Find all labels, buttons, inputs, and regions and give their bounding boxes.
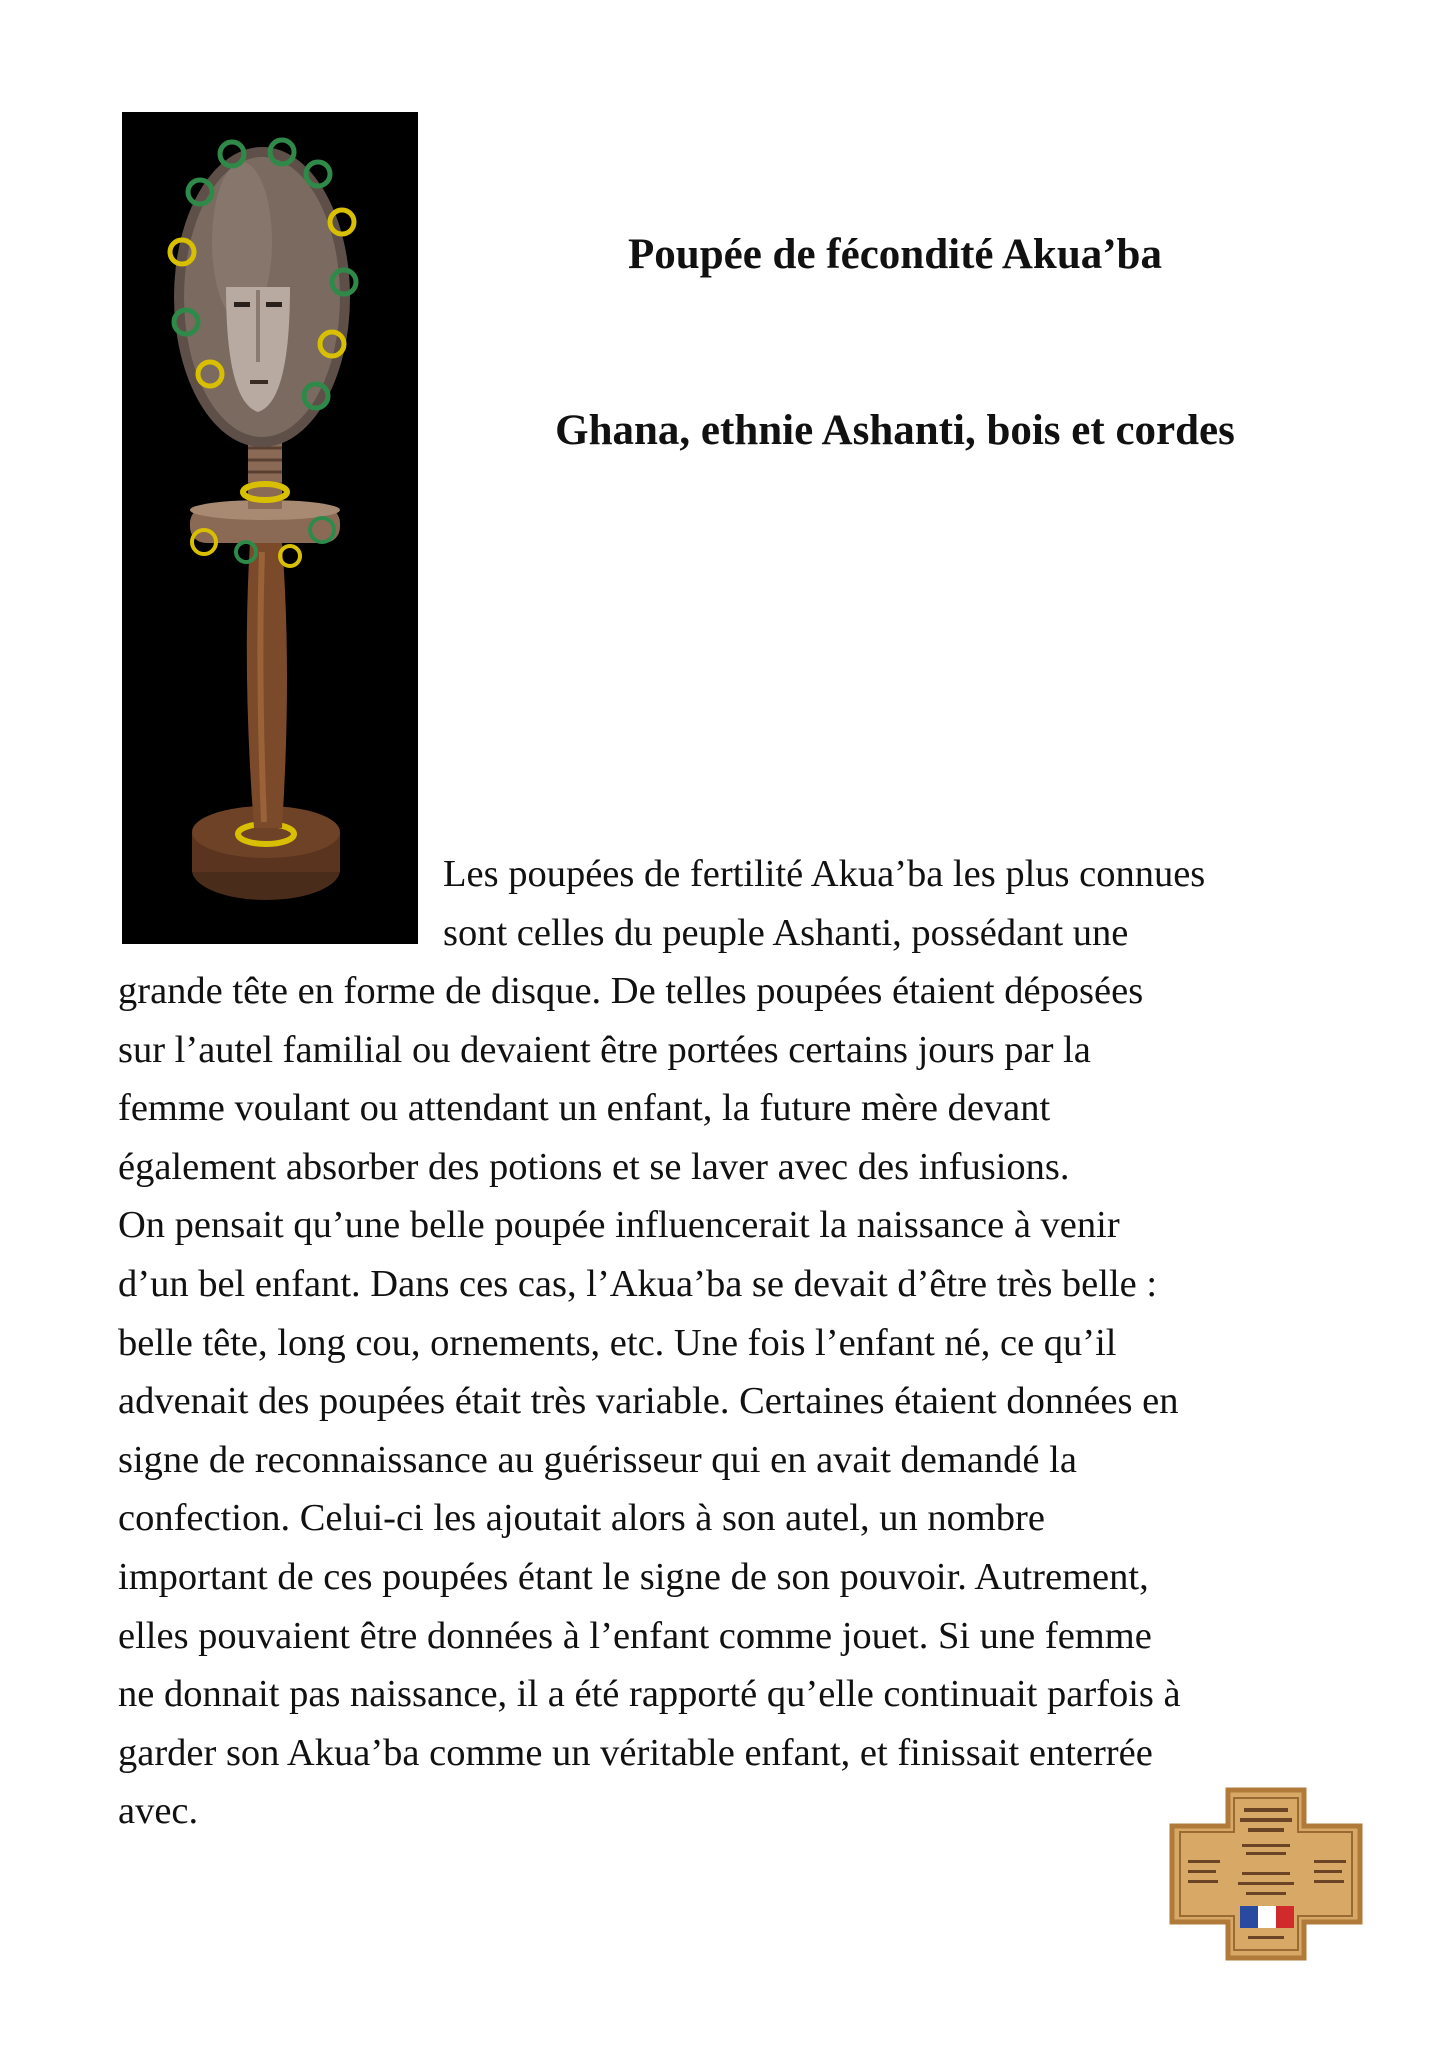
page-subtitle: Ghana, ethnie Ashanti, bois et cordes	[555, 407, 1235, 454]
text-line: femme voulant ou attendant un enfant, la future mère devant	[118, 1087, 1051, 1130]
intro-paragraph	[443, 845, 1205, 962]
page-title: Poupée de fécondité Akua’ba	[628, 231, 1162, 278]
text-line: Les poupées de fertilité Akua’ba les plus connues	[443, 853, 1206, 895]
text-line: sur l’autel familial ou devaient être portées certains jours par la	[118, 1028, 1091, 1071]
text-line: signe de reconnaissance au guérisseur qui en avait demandé la	[118, 1438, 1077, 1481]
text-line: advenait des poupées était très variable. Certaines étaient données en	[118, 1380, 1179, 1423]
text-line: confection. Celui-ci les ajoutait alors à son autel, un nombre	[118, 1497, 1045, 1540]
text-line: belle tête, long cou, ornements, etc. Une fois l’enfant né, ce qu’il	[118, 1321, 1117, 1364]
text-line: elles pouvaient être données à l’enfant comme jouet. Si une femme	[118, 1614, 1152, 1657]
body-paragraph	[118, 962, 1181, 1841]
text-line: garder son Akua’ba comme un véritable enfant, et finissait enterrée	[118, 1731, 1153, 1774]
text-line: ne donnait pas naissance, il a été rapporté qu’elle continuait parfois à	[118, 1673, 1181, 1716]
association-stamp	[1168, 1786, 1364, 1962]
text-line: également absorber des potions et se laver avec des infusions.	[118, 1145, 1070, 1188]
text-line: d’un bel enfant. Dans ces cas, l’Akua’ba se devait d’être très belle :	[118, 1262, 1158, 1305]
text-line: grande tête en forme de disque. De telles poupées étaient déposées	[118, 970, 1144, 1012]
text-line: important de ces poupées étant le signe de son pouvoir. Autrement,	[118, 1555, 1149, 1598]
text-line: sont celles du peuple Ashanti, possédant une	[443, 911, 1129, 954]
text-line: avec.	[118, 1790, 199, 1833]
text-line: On pensait qu’une belle poupée influencerait la naissance à venir	[118, 1204, 1120, 1247]
akuaba-doll-photo	[122, 112, 418, 944]
